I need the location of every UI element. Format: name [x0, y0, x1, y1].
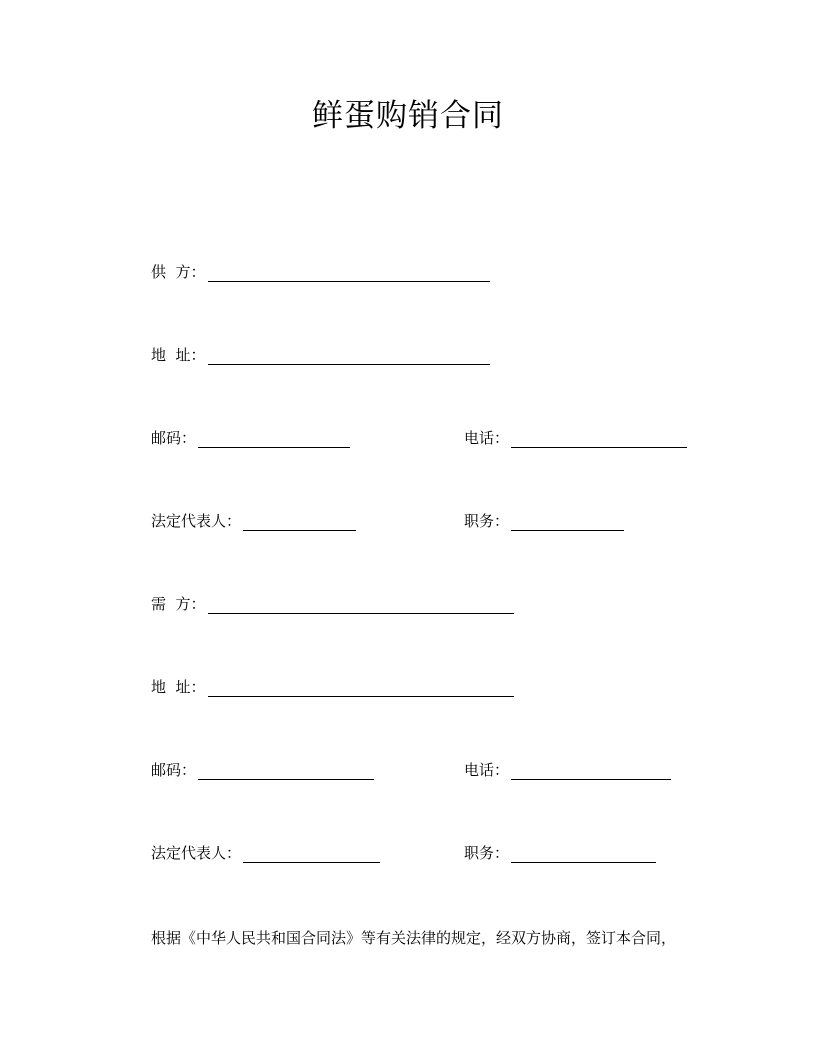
buyer-address-blank[interactable]	[208, 678, 514, 697]
buyer-position-field	[464, 843, 656, 863]
supplier-postcode-blank[interactable]	[198, 429, 350, 448]
supplier-phone-field	[464, 428, 687, 448]
supplier-name-blank[interactable]	[208, 263, 490, 282]
supplier-phone-label: 电话：	[464, 429, 510, 447]
supplier-postcode-field	[151, 428, 350, 448]
buyer-legal-rep-blank[interactable]	[243, 844, 380, 863]
buyer-legal-rep-field	[151, 843, 380, 863]
buyer-name-blank[interactable]	[208, 595, 514, 614]
supplier-name-label: 供 方：	[151, 263, 206, 281]
document-title: 鲜蛋购销合同	[312, 98, 504, 134]
buyer-legal-rep-label: 法定代表人：	[151, 844, 242, 862]
buyer-position-label: 职务：	[464, 844, 510, 862]
buyer-name-label: 需 方：	[151, 595, 206, 613]
supplier-position-blank[interactable]	[511, 512, 624, 531]
supplier-legal-rep-field	[151, 511, 356, 531]
supplier-address-field	[151, 345, 490, 365]
supplier-name-field	[151, 262, 490, 282]
supplier-phone-blank[interactable]	[511, 429, 687, 448]
buyer-phone-label: 电话：	[464, 761, 510, 779]
buyer-address-label: 地 址：	[151, 678, 206, 696]
buyer-address-field	[151, 677, 514, 697]
contract-intro-paragraph: 根据《中华人民共和国合同法》等有关法律的规定，经双方协商，签订本合同，	[151, 929, 677, 947]
buyer-phone-field	[464, 760, 671, 780]
supplier-postcode-label: 邮码：	[151, 429, 197, 447]
supplier-address-blank[interactable]	[208, 346, 490, 365]
buyer-phone-blank[interactable]	[511, 761, 671, 780]
buyer-postcode-label: 邮码：	[151, 761, 197, 779]
buyer-name-field	[151, 594, 514, 614]
buyer-postcode-blank[interactable]	[198, 761, 374, 780]
buyer-position-blank[interactable]	[511, 844, 656, 863]
supplier-position-field	[464, 511, 624, 531]
supplier-legal-rep-label: 法定代表人：	[151, 512, 242, 530]
supplier-address-label: 地 址：	[151, 346, 206, 364]
buyer-postcode-field	[151, 760, 374, 780]
supplier-legal-rep-blank[interactable]	[243, 512, 356, 531]
supplier-position-label: 职务：	[464, 512, 510, 530]
